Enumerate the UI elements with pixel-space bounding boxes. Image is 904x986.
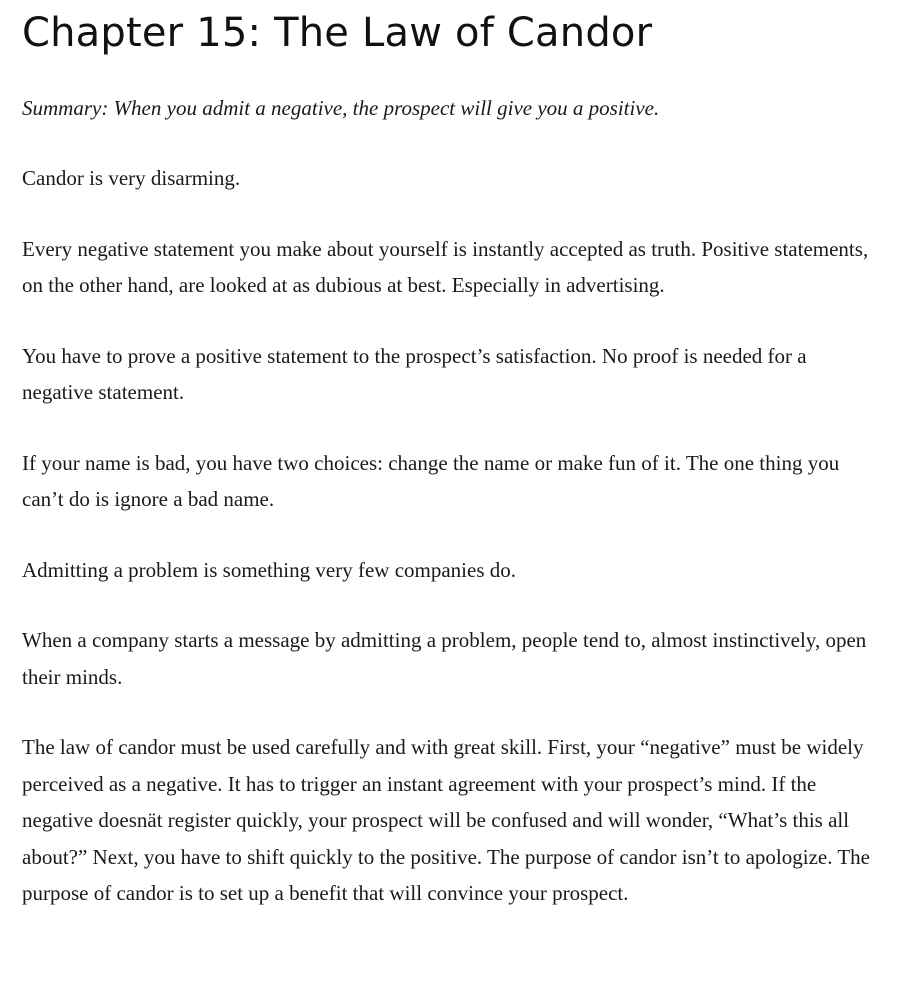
chapter-summary: Summary: When you admit a negative, the prospect will give you a positive. [22,96,660,120]
paragraph: Candor is very disarming. [22,166,241,190]
paragraph: The law of candor must be used carefully and with great skill. First, your “negative” must be widely perceived as a negative. It has to trigger an instant agreement with your prospect’s mind. If the negative doesnät register quickly, your prospect will be confused and will wonder, “What’s this all about?” Next, you have to shift quickly to the positive. The purpose of candor isn’t to apologize. The purpose of candor is to set up a benefit that will convince your prospect. [22,735,870,905]
paragraph: Admitting a problem is something very few companies do. [22,557,516,582]
paragraph: Every negative statement you make about yourself is instantly accepted as truth. Positive statements, on the other hand, are looked at as dubious at best. Especially in advertising. [22,236,869,297]
chapter-title: Chapter 15: The Law of Candor [22,10,653,56]
paragraph: You have to prove a positive statement to the prospect’s satisfaction. No proof is needed for a negative statement. [22,343,807,404]
paragraph: If your name is bad, you have two choices: change the name or make fun of it. The one thing you can’t do is ignore a bad name. [22,450,840,511]
paragraph: When a company starts a message by admitting a problem, people tend to, almost instinctively, open their minds. [22,628,867,689]
